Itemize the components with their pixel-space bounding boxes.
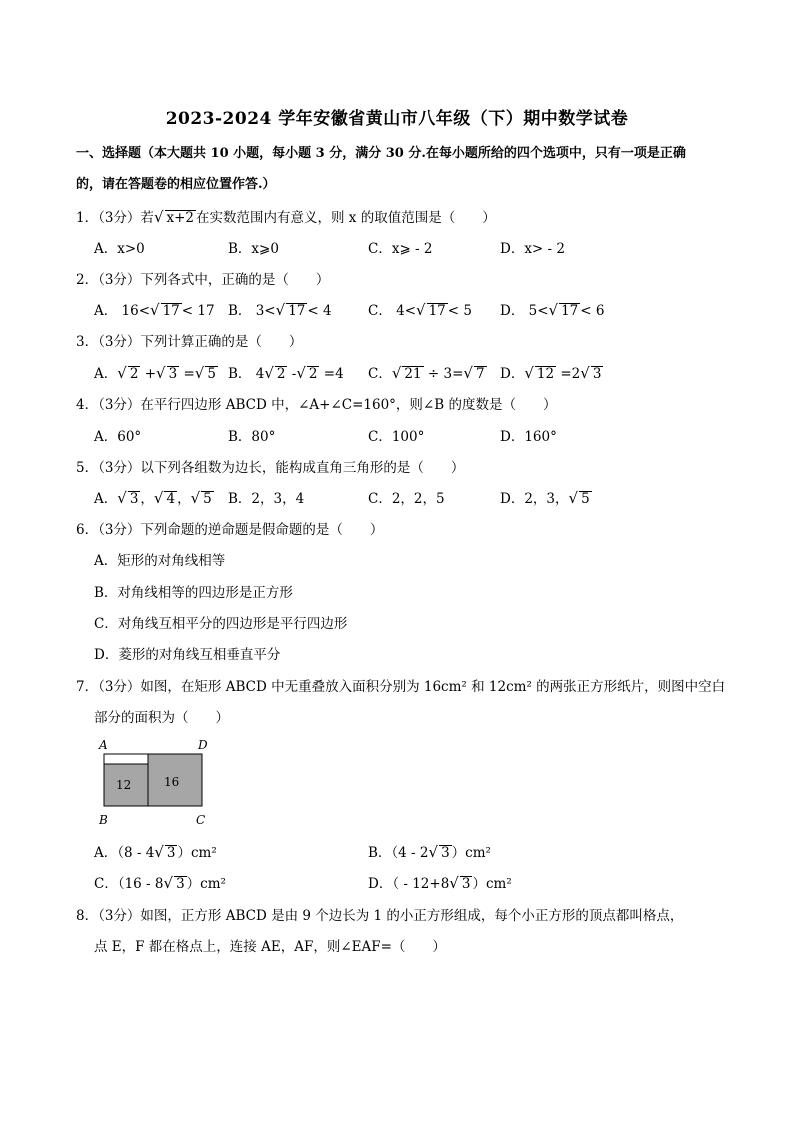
q7-option-b: B．（4 - 2√ 3 ）cm² bbox=[368, 843, 491, 861]
question-6-stem: 6．（3分）下列命题的逆命题是假命题的是（ ） bbox=[76, 522, 384, 538]
q3-option-d: D．√ 12 =2√ 3 bbox=[500, 364, 602, 382]
vertex-b-label: B bbox=[99, 813, 108, 827]
section-heading-line1: 一、选择题（本大题共 10 小题，每小题 3 分，满分 30 分.在每小题所给的四个选项中，只有一项是正确 bbox=[76, 146, 686, 161]
rectangle-figure bbox=[94, 736, 224, 831]
square-12-label: 12 bbox=[116, 778, 132, 792]
q4-option-a: A．60° bbox=[94, 429, 142, 445]
q7-option-d: D．（ - 12+8√ 3 ）cm² bbox=[368, 874, 512, 892]
q3-option-b: B． 4√ 2 -√ 2 =4 bbox=[228, 364, 344, 382]
question-3-stem: 3．（3分）下列计算正确的是（ ） bbox=[76, 334, 303, 350]
q3-option-c: C．√ 21 ÷ 3=√ 7 bbox=[368, 364, 485, 382]
vertex-d-label: D bbox=[198, 738, 208, 752]
q2-option-d: D． 5<√ 17 < 6 bbox=[500, 301, 605, 319]
q4-option-c: C．100° bbox=[368, 429, 425, 445]
q5-option-d: D．2，3，√ 5 bbox=[500, 489, 590, 507]
rectangle-diagram bbox=[94, 736, 224, 831]
question-7-stem-line1: 7．（3分）如图，在矩形 ABCD 中无重叠放入面积分别为 16cm² 和 12cm² 的两张正方形纸片，则图中空白 bbox=[76, 679, 726, 695]
q7-option-a: A．（8 - 4√ 3 ）cm² bbox=[94, 843, 217, 861]
q4-option-d: D．160° bbox=[500, 429, 557, 445]
q1-prefix: 1．（3分）若 bbox=[76, 210, 154, 226]
exam-title: 2023-2024 学年安徽省黄山市八年级（下）期中数学试卷 bbox=[165, 109, 629, 129]
q1-option-c: C．x⩾ - 2 bbox=[368, 241, 433, 257]
section-heading bbox=[76, 138, 718, 200]
q1-radicand: x+2 bbox=[166, 210, 195, 226]
q3-option-a: A．√ 2 +√ 3 =√ 5 bbox=[94, 364, 216, 382]
q5-option-a: A．√ 3 ，√ 4 ，√ 5 bbox=[94, 489, 212, 507]
vertex-a-label: A bbox=[99, 738, 108, 752]
q6-option-c: C．对角线互相平分的四边形是平行四边形 bbox=[94, 616, 348, 632]
q1-option-d: D．x> - 2 bbox=[500, 241, 565, 257]
question-1-stem: 1．（3分）若√ x+2 在实数范围内有意义，则 x 的取值范围是（ ） bbox=[76, 208, 496, 226]
q1-option-b: B．x⩾0 bbox=[228, 241, 279, 257]
q6-option-b: B．对角线相等的四边形是正方形 bbox=[94, 585, 293, 601]
question-8-stem-line1: 8．（3分）如图，正方形 ABCD 是由 9 个边长为 1 的小正方形组成，每个小正方形的顶点都叫格点， bbox=[76, 908, 684, 924]
question-8-stem-line2: 点 E，F 都在格点上，连接 AE，AF，则∠EAF=（ ） bbox=[94, 939, 446, 955]
q2-option-c: C． 4<√ 17 < 5 bbox=[368, 301, 472, 319]
q6-option-a: A．矩形的对角线相等 bbox=[94, 553, 226, 569]
section-heading-line2: 的，请在答题卷的相应位置作答.） bbox=[76, 177, 276, 192]
question-7-stem-line2: 部分的面积为（ ） bbox=[94, 710, 229, 726]
q5-option-c: C．2，2，5 bbox=[368, 491, 445, 507]
question-5-stem: 5．（3分）以下列各组数为边长，能构成直角三角形的是（ ） bbox=[76, 460, 465, 476]
vertex-c-label: C bbox=[196, 813, 206, 827]
q7-option-c: C．（16 - 8√ 3 ）cm² bbox=[94, 874, 226, 892]
q1-suffix: 在实数范围内有意义，则 x 的取值范围是（ ） bbox=[196, 210, 496, 226]
q6-option-d: D．菱形的对角线互相垂直平分 bbox=[94, 647, 281, 663]
question-4-stem: 4．（3分）在平行四边形 ABCD 中，∠A+∠C=160°，则∠B 的度数是（ ） bbox=[76, 397, 557, 413]
q2-option-b: B． 3<√ 17 < 4 bbox=[228, 301, 332, 319]
q4-option-b: B．80° bbox=[228, 429, 276, 445]
q5-option-b: B．2，3，4 bbox=[228, 491, 305, 507]
square-16-label: 16 bbox=[164, 775, 180, 789]
q2-option-a: A． 16<√ 17 < 17 bbox=[94, 301, 215, 319]
question-2-stem: 2．（3分）下列各式中，正确的是（ ） bbox=[76, 272, 330, 288]
q1-option-a: A．x>0 bbox=[94, 241, 145, 257]
